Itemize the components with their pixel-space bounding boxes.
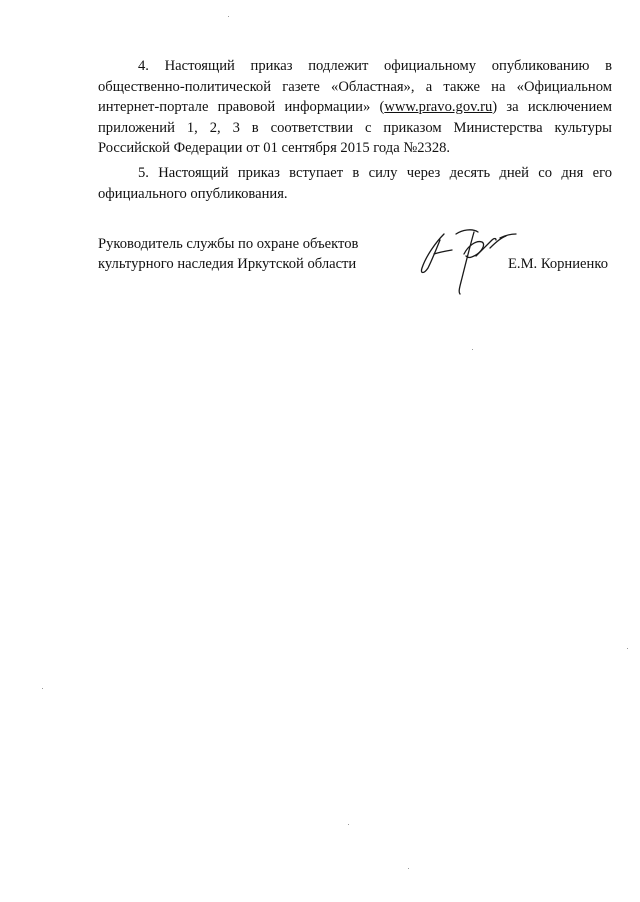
paragraph-4-text-start: 4. Настоящий приказ подлежит официальному опубликованию в общественно-политической газете «Областная», а также на «Официальном интернет-портале правовой информации» ( [98,58,612,115]
scan-speck [42,688,43,689]
signatory-name: Е.М. Корниенко [508,256,608,272]
signatory-position-line-1: Руководитель службы по охране объектов [98,236,359,252]
pravo-gov-link[interactable]: www.pravo.gov.ru [384,99,493,115]
scan-speck [472,349,473,350]
scan-speck [348,824,349,825]
scan-speck [627,648,628,649]
signatory-position-line-2: культурного наследия Иркутской области [98,256,357,272]
signatory-position [98,234,398,274]
paragraph-5: 5. Настоящий приказ вступает в силу через десять дней со дня его официального опубликования. [98,165,612,202]
scan-speck [408,868,409,869]
scan-speck [228,16,229,17]
paragraph-4-text-end: ) за исключением приложений 1, 2, 3 в соответствии с приказом Министерства культуры Российской Федерации от 01 сентября 2015 года №2328. [98,99,612,156]
paragraph-4 [98,56,612,159]
